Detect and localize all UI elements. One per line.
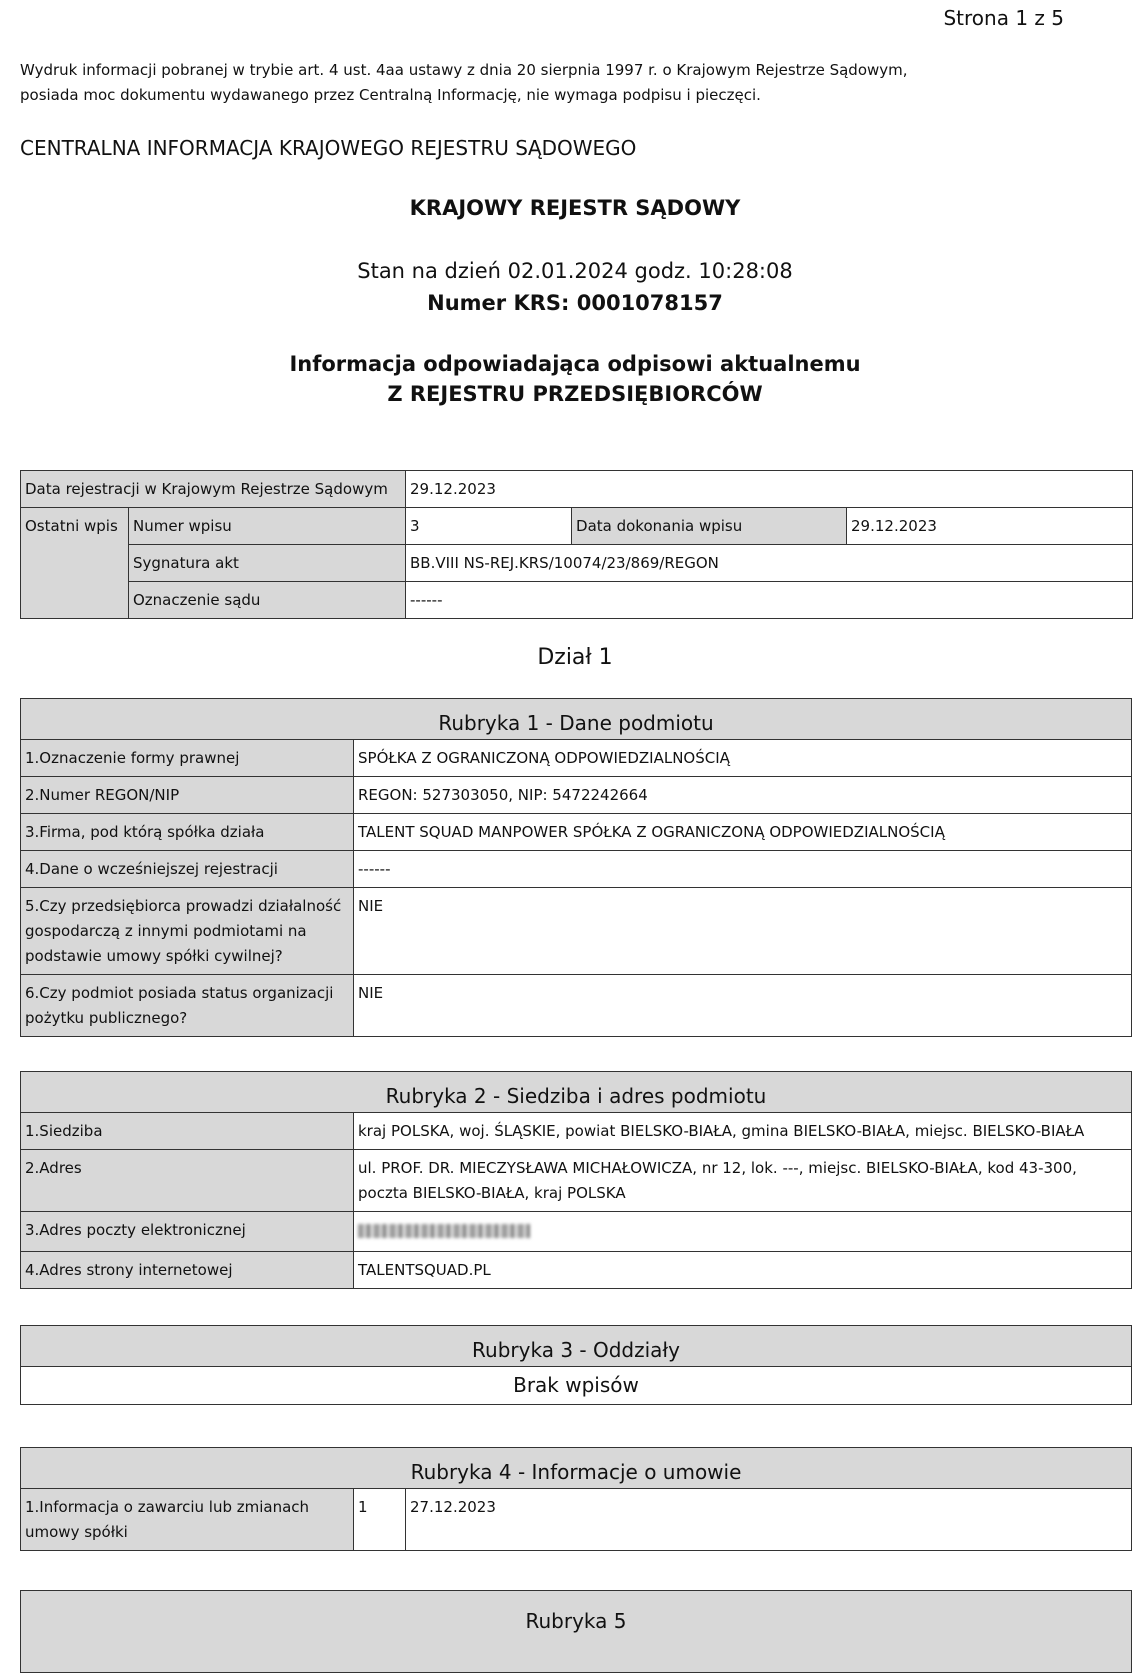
table-row [21, 1252, 1132, 1289]
row-value: ------ [354, 851, 1132, 888]
row-value: NIE [354, 888, 1132, 975]
table-row [21, 1113, 1132, 1150]
court-label: Oznaczenie sądu [129, 582, 406, 619]
state-date: Stan na dzień 02.01.2024 godz. 10:28:08 [357, 259, 793, 283]
signature-value: BB.VIII NS-REJ.KRS/10074/23/869/REGON [406, 545, 1133, 582]
row-label: 4.Adres strony internetowej [21, 1252, 354, 1289]
court-value: ------ [406, 582, 1133, 619]
rubryka-4-title: Rubryka 4 - Informacje o umowie [21, 1448, 1132, 1489]
info-title-line-2: Z REJESTRU PRZEDSIĘBIORCÓW [387, 382, 763, 406]
row-value: REGON: 527303050, NIP: 5472242664 [354, 777, 1132, 814]
redacted-email [358, 1224, 530, 1238]
central-info-heading: CENTRALNA INFORMACJA KRAJOWEGO REJESTRU SĄDOWEGO [20, 136, 637, 160]
table-row [21, 740, 1132, 777]
reg-date-value: 29.12.2023 [406, 471, 1133, 508]
table-row [21, 508, 1133, 545]
row-label: 4.Dane o wcześniejszej rejestracji [21, 851, 354, 888]
rubryka-5-title: Rubryka 5 [21, 1591, 1132, 1673]
rubryka-1-title: Rubryka 1 - Dane podmiotu [21, 699, 1132, 740]
table-row [21, 851, 1132, 888]
row-label: 1.Oznaczenie formy prawnej [21, 740, 354, 777]
row-value: kraj POLSKA, woj. ŚLĄSKIE, powiat BIELSKO-BIAŁA, gmina BIELSKO-BIAŁA, miejsc. BIELSKO-BIAŁA [354, 1113, 1132, 1150]
table-row [21, 975, 1132, 1037]
legal-notice-line-1: Wydruk informacji pobranej w trybie art. 4 ust. 4aa ustawy z dnia 20 sierpnia 1997 r. o Krajowym Rejestrze Sądowym, [20, 61, 908, 79]
reg-date-label: Data rejestracji w Krajowym Rejestrze Sądowym [21, 471, 406, 508]
register-title: KRAJOWY REJESTR SĄDOWY [409, 196, 741, 220]
table-row [21, 1150, 1132, 1212]
entry-date-label: Data dokonania wpisu [572, 508, 847, 545]
krs-number: Numer KRS: 0001078157 [427, 291, 723, 315]
row-value: SPÓŁKA Z OGRANICZONĄ ODPOWIEDZIALNOŚCIĄ [354, 740, 1132, 777]
table-row [21, 814, 1132, 851]
rubryka-4-table [20, 1447, 1132, 1551]
table-row [21, 1489, 1132, 1551]
rubryka-2-title: Rubryka 2 - Siedziba i adres podmiotu [21, 1072, 1132, 1113]
table-row [21, 545, 1133, 582]
row-index: 1 [354, 1489, 406, 1551]
email-value-redacted [354, 1212, 1132, 1252]
rubryka-5-table [20, 1590, 1132, 1673]
last-entry-label: Ostatni wpis [21, 508, 129, 619]
row-value: 27.12.2023 [406, 1489, 1132, 1551]
table-row [21, 1212, 1132, 1252]
table-row [21, 777, 1132, 814]
row-value: TALENTSQUAD.PL [354, 1252, 1132, 1289]
legal-notice [20, 58, 1020, 108]
signature-label: Sygnatura akt [129, 545, 406, 582]
row-label: 6.Czy podmiot posiada status organizacji pożytku publicznego? [21, 975, 354, 1037]
page-number: Strona 1 z 5 [943, 6, 1064, 30]
section-title: Dział 1 [537, 645, 613, 670]
row-label: 3.Firma, pod którą spółka działa [21, 814, 354, 851]
entry-no-value: 3 [406, 508, 572, 545]
rubryka-2-table [20, 1071, 1132, 1289]
legal-notice-line-2: posiada moc dokumentu wydawanego przez Centralną Informację, nie wymaga podpisu i pieczęci. [20, 86, 761, 104]
row-label: 2.Numer REGON/NIP [21, 777, 354, 814]
row-label: 2.Adres [21, 1150, 354, 1212]
row-label: 1.Siedziba [21, 1113, 354, 1150]
row-value: ul. PROF. DR. MIECZYSŁAWA MICHAŁOWICZA, nr 12, lok. ---, miejsc. BIELSKO-BIAŁA, kod 43-300, poczta BIELSKO-BIAŁA, kraj POLSKA [354, 1150, 1132, 1212]
registration-table [20, 470, 1133, 619]
rubryka-1-table [20, 698, 1132, 1037]
row-label: 5.Czy przedsiębiorca prowadzi działalność gospodarczą z innymi podmiotami na podstawie umowy spółki cywilnej? [21, 888, 354, 975]
row-label: 1.Informacja o zawarciu lub zmianach umowy spółki [21, 1489, 354, 1551]
rubryka-3-empty: Brak wpisów [21, 1367, 1132, 1405]
entry-no-label: Numer wpisu [129, 508, 406, 545]
row-value: TALENT SQUAD MANPOWER SPÓŁKA Z OGRANICZONĄ ODPOWIEDZIALNOŚCIĄ [354, 814, 1132, 851]
info-title-line-1: Informacja odpowiadająca odpisowi aktualnemu [289, 352, 861, 376]
table-row [21, 888, 1132, 975]
row-label: 3.Adres poczty elektronicznej [21, 1212, 354, 1252]
entry-date-value: 29.12.2023 [847, 508, 1133, 545]
rubryka-3-table [20, 1325, 1132, 1405]
table-row [21, 582, 1133, 619]
rubryka-3-title: Rubryka 3 - Oddziały [21, 1326, 1132, 1367]
table-row [21, 471, 1133, 508]
row-value: NIE [354, 975, 1132, 1037]
